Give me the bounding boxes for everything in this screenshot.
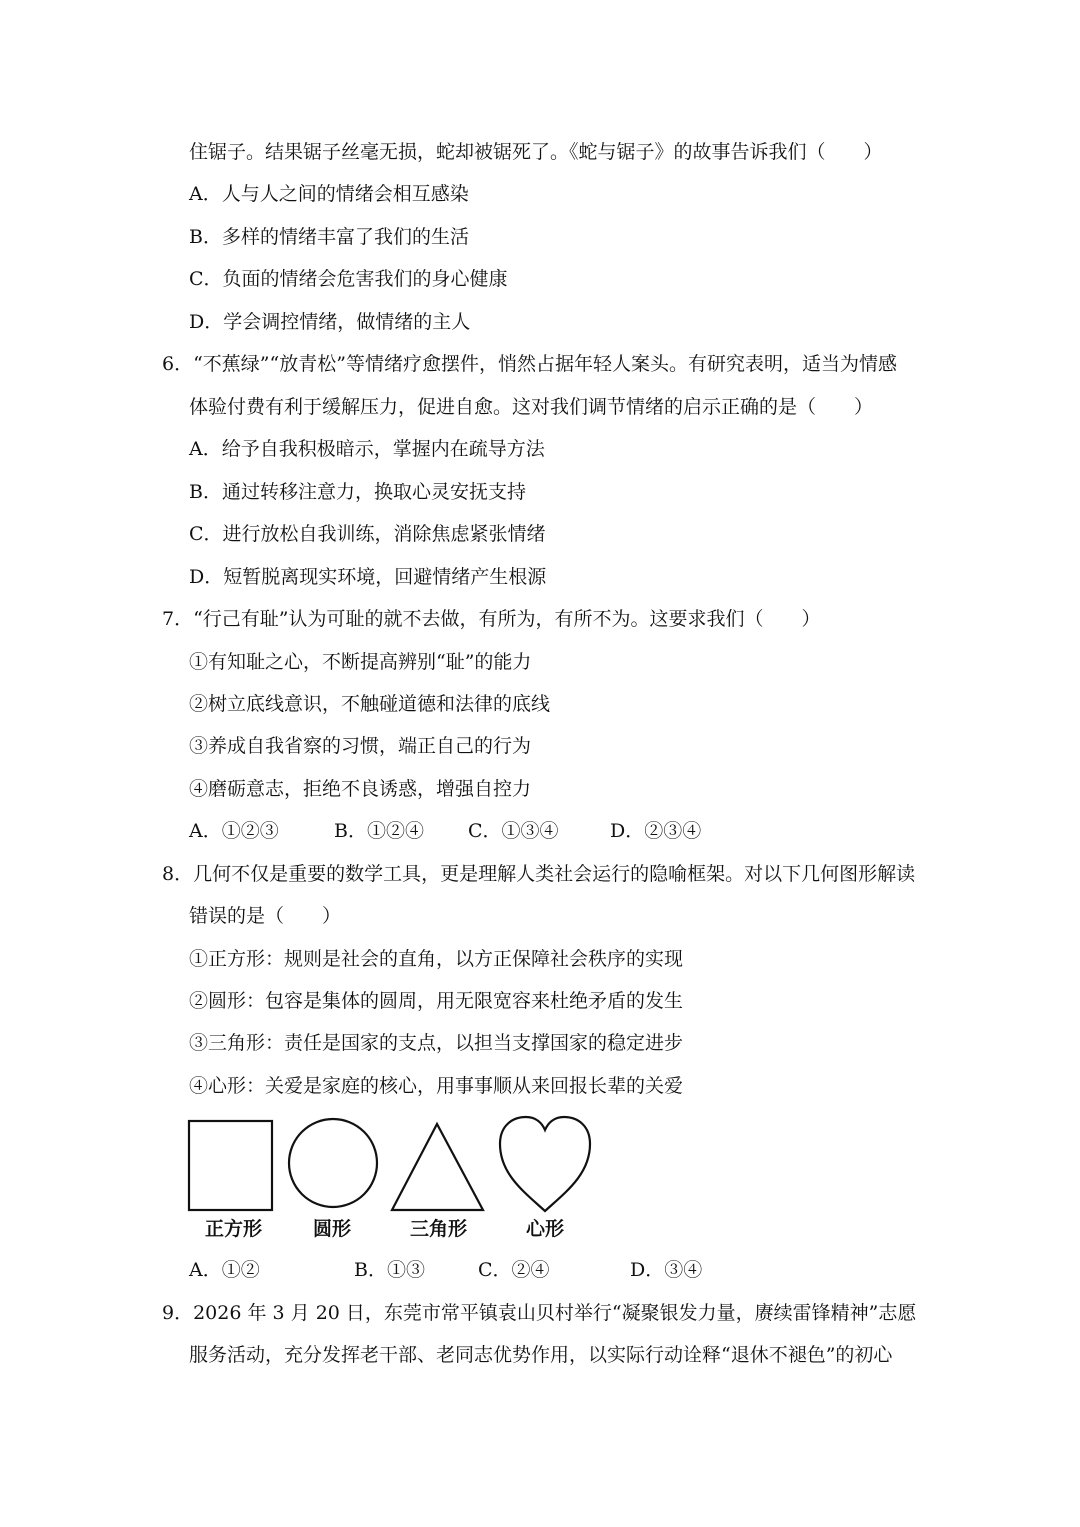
q8-stem-line2: 错误的是（ ）	[189, 905, 342, 927]
q8-statement-3: ③三角形：责任是国家的支点，以担当支撑国家的稳定进步	[189, 1032, 684, 1054]
q7-statement-4: ④磨砺意志，拒绝不良诱惑，增强自控力	[189, 778, 532, 800]
q8-choice-b: B．①③	[354, 1259, 425, 1281]
q6-option-b: B．通过转移注意力，换取心灵安抚支持	[189, 481, 526, 503]
q8-statement-2: ②圆形：包容是集体的圆周，用无限宽容来杜绝矛盾的发生	[189, 990, 684, 1012]
q9-stem-line2: 服务活动，充分发挥老干部、老同志优势作用，以实际行动诠释“退休不褪色”的初心	[189, 1344, 893, 1366]
q8-choice-a: A．①②	[189, 1259, 260, 1281]
q6-option-a: A．给予自我积极暗示，掌握内在疏导方法	[189, 438, 545, 460]
q6-option-d: D．短暂脱离现实环境，回避情绪产生根源	[189, 566, 547, 588]
q7-statement-3: ③养成自我省察的习惯，端正自己的行为	[189, 735, 532, 757]
figure-label-triangle: 三角形	[410, 1218, 468, 1240]
q5-option-b: B．多样的情绪丰富了我们的生活	[189, 226, 469, 248]
q7-choice-d: D．②③④	[610, 820, 702, 842]
figure-label-square: 正方形	[205, 1218, 263, 1240]
q8-choice-c: C．②④	[478, 1259, 550, 1281]
q5-stem-line: 住锯子。结果锯子丝毫无损，蛇却被锯死了。《蛇与锯子》的故事告诉我们（ ）	[189, 141, 883, 163]
q7-statement-2: ②树立底线意识，不触碰道德和法律的底线	[189, 693, 551, 715]
q6-stem-line1: 6．“不蕉绿”“放青松”等情绪疗愈摆件，悄然占据年轻人案头。有研究表明，适当为情感	[162, 353, 897, 375]
q5-option-a: A．人与人之间的情绪会相互感染	[189, 183, 469, 205]
q7-statement-1: ①有知耻之心，不断提高辨别“耻”的能力	[189, 651, 532, 673]
geometry-figure	[186, 1114, 592, 1244]
q9-stem-line1: 9．2026 年 3 月 20 日，东莞市常平镇袁山贝村举行“凝聚银发力量，赓续雷锋精神”志愿	[162, 1302, 917, 1324]
figure-label-heart: 心形	[526, 1218, 565, 1240]
q8-statement-1: ①正方形：规则是社会的直角，以方正保障社会秩序的实现	[189, 948, 684, 970]
figure-label-circle: 圆形	[313, 1218, 352, 1240]
q5-option-c: C．负面的情绪会危害我们的身心健康	[189, 268, 508, 290]
q5-option-d: D．学会调控情绪，做情绪的主人	[189, 311, 471, 333]
q7-choice-a: A．①②③	[189, 820, 279, 842]
q8-statement-4: ④心形：关爱是家庭的核心，用事事顺从来回报长辈的关爱	[189, 1075, 684, 1097]
q6-stem-line2: 体验付费有利于缓解压力，促进自愈。这对我们调节情绪的启示正确的是（ ）	[189, 396, 874, 418]
q8-stem-line1: 8．几何不仅是重要的数学工具，更是理解人类社会运行的隐喻框架。对以下几何图形解读	[162, 863, 916, 885]
q8-choice-d: D．③④	[630, 1259, 703, 1281]
q7-stem: 7．“行己有耻”认为可耻的就不去做，有所为，有所不为。这要求我们（ ）	[162, 608, 821, 630]
q7-choice-c: C．①③④	[468, 820, 559, 842]
q7-choice-b: B．①②④	[334, 820, 424, 842]
q6-option-c: C．进行放松自我训练，消除焦虑紧张情绪	[189, 523, 546, 545]
